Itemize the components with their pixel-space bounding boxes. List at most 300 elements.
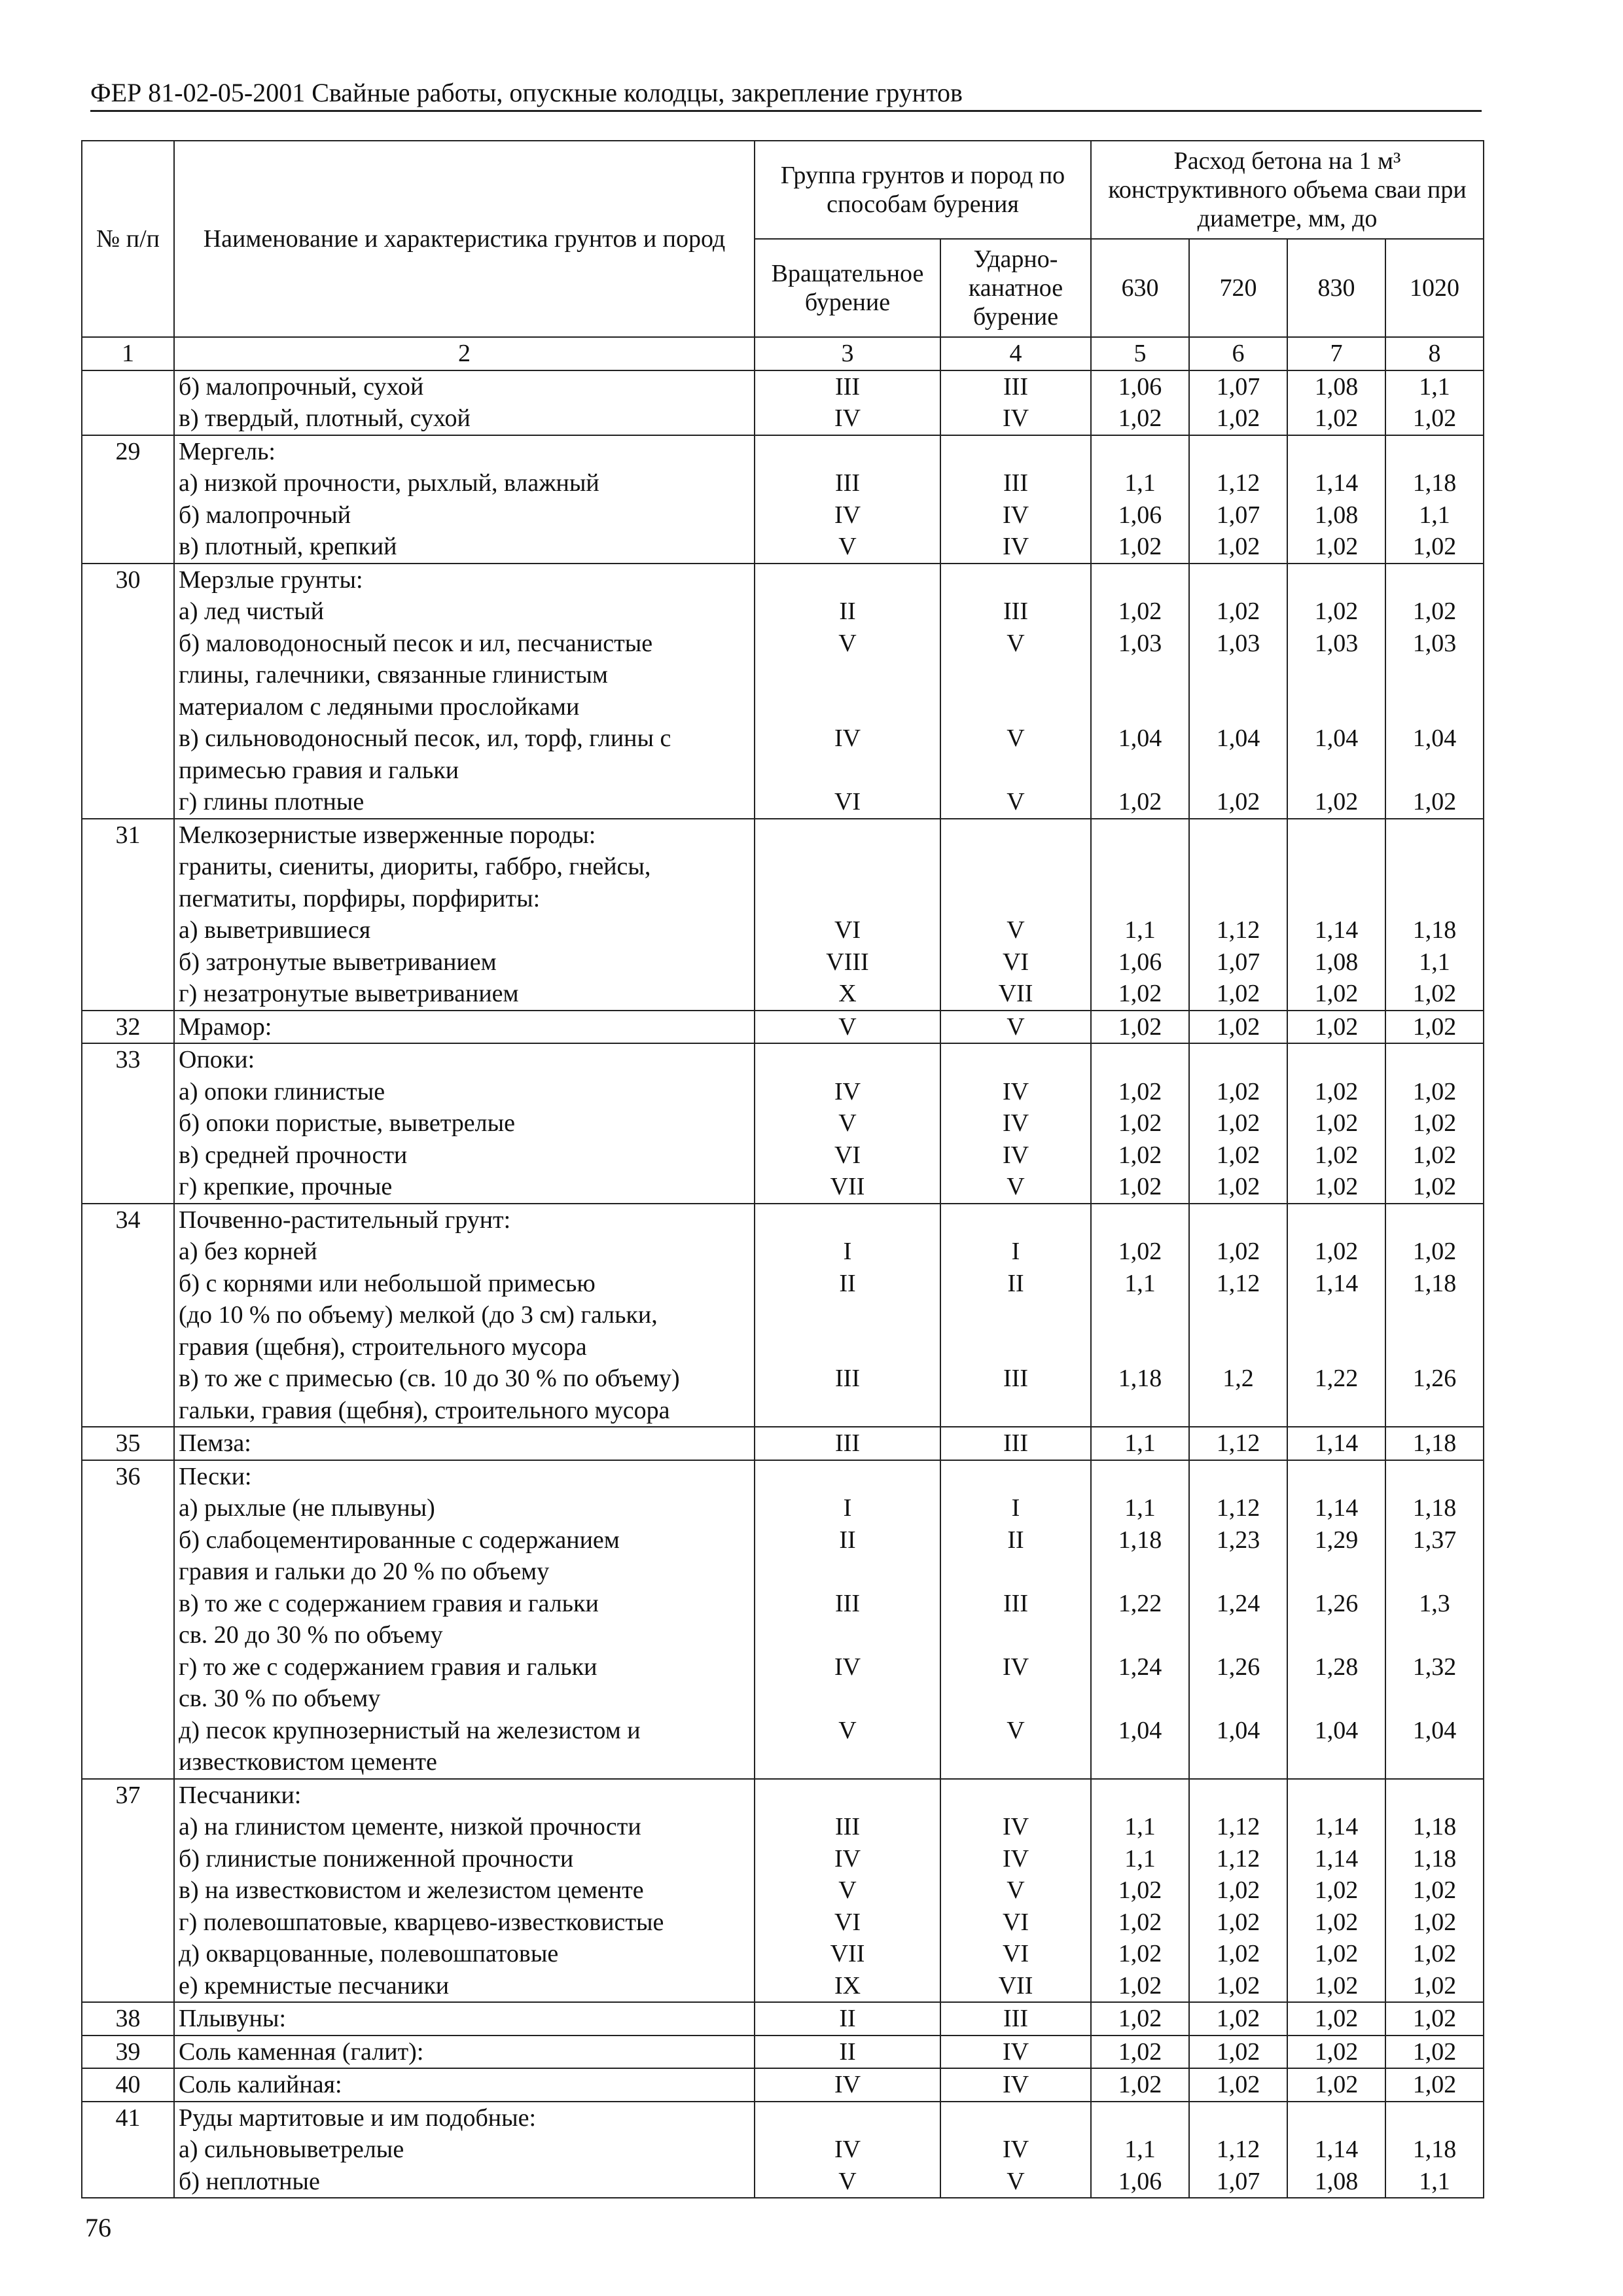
column-number-row <box>82 337 1484 370</box>
consumption-830-value: 1,14 <box>1314 916 1359 944</box>
consumption-1020-cell <box>1385 1427 1484 1460</box>
consumption-830-value <box>1288 755 1385 787</box>
percussion-group-value: V <box>1007 1716 1025 1744</box>
consumption-720-value: 1,03 <box>1216 629 1260 657</box>
column-number: 1 <box>82 337 174 370</box>
soil-name-line: граниты, сиениты, диориты, габбро, гнейсы, <box>179 853 651 880</box>
consumption-630-cell <box>1091 1204 1189 1427</box>
consumption-720-value: 1,02 <box>1216 2005 1260 2032</box>
consumption-720-value <box>1190 1044 1287 1076</box>
header-percussion: Ударно-канатное бурение <box>940 239 1091 337</box>
consumption-830-value: 1,02 <box>1314 2005 1359 2032</box>
consumption-830-value: 1,14 <box>1314 1429 1359 1457</box>
consumption-830-value: 1,14 <box>1314 469 1359 497</box>
column-number: 4 <box>940 337 1091 370</box>
header-rule <box>90 110 1482 112</box>
consumption-630-value: 1,04 <box>1118 725 1162 752</box>
consumption-830-cell <box>1287 370 1385 435</box>
soil-name-line: материалом с ледяными прослойками <box>179 692 580 721</box>
consumption-830-value <box>1288 564 1385 596</box>
consumption-720-value <box>1190 1619 1287 1651</box>
consumption-720-value: 1,02 <box>1216 598 1260 625</box>
soil-name-line: б) с корнями или небольшой примесью <box>179 1269 596 1297</box>
percussion-group-value: III <box>1003 1589 1028 1617</box>
soil-name-line: Опоки: <box>179 1046 255 1073</box>
consumption-830-cell <box>1287 2036 1385 2069</box>
consumption-1020-value: 1,32 <box>1412 1653 1457 1681</box>
rotary-group-value <box>755 1556 940 1588</box>
rotary-group-cell <box>755 435 940 564</box>
soil-name-line: г) крепкие, прочные <box>179 1173 393 1200</box>
consumption-630-value: 1,02 <box>1118 1077 1162 1105</box>
rotary-group-cell <box>755 1204 940 1427</box>
consumption-630-value: 1,02 <box>1118 1908 1162 1936</box>
consumption-830-value: 1,02 <box>1314 788 1359 816</box>
consumption-630-cell <box>1091 370 1189 435</box>
table-row <box>82 2102 1484 2198</box>
percussion-group-value: IV <box>1002 1109 1029 1137</box>
soil-name-cell <box>174 2036 755 2069</box>
rotary-group-value: III <box>835 1429 860 1457</box>
soil-name-line: в) средней прочности <box>179 1141 408 1169</box>
percussion-group-value: III <box>1003 469 1028 497</box>
soil-name-line: а) выветрившиеся <box>179 916 371 944</box>
rotary-group-value: VI <box>834 1908 861 1936</box>
consumption-630-value: 1,02 <box>1118 980 1162 1007</box>
consumption-720-value: 1,02 <box>1216 980 1260 1007</box>
percussion-group-value <box>941 1461 1090 1493</box>
table-row <box>82 1779 1484 2003</box>
header-d1020: 1020 <box>1385 239 1484 337</box>
consumption-630-value <box>1092 2102 1188 2134</box>
consumption-830-value: 1,14 <box>1314 1813 1359 1840</box>
rotary-group-cell <box>755 1460 940 1779</box>
consumption-1020-value <box>1386 1044 1483 1076</box>
consumption-720-value: 1,02 <box>1216 2037 1260 2066</box>
consumption-830-value <box>1288 691 1385 723</box>
consumption-630-value <box>1092 851 1188 883</box>
row-number-text: 30 <box>115 565 141 594</box>
soil-name-line: г) то же с содержанием гравия и гальки <box>179 1653 597 1681</box>
consumption-1020-value: 1,02 <box>1412 533 1457 560</box>
consumption-830-value <box>1288 1044 1385 1076</box>
consumption-1020-cell <box>1385 1460 1484 1779</box>
consumption-630-cell <box>1091 819 1189 1011</box>
rotary-group-value <box>755 1044 940 1076</box>
consumption-720-value: 1,02 <box>1216 788 1260 816</box>
consumption-830-value: 1,02 <box>1314 533 1359 560</box>
consumption-830-cell <box>1287 1043 1385 1204</box>
rotary-group-value <box>755 659 940 691</box>
soil-name-line: в) то же с примесью (св. 10 до 30 % по объему) <box>179 1365 680 1392</box>
soil-name-line: б) опоки пористые, выветрелые <box>179 1109 516 1137</box>
consumption-1020-value <box>1386 1204 1483 1236</box>
consumption-1020-value: 1,18 <box>1412 1494 1457 1522</box>
consumption-720-cell <box>1189 1043 1287 1204</box>
consumption-1020-value <box>1386 755 1483 787</box>
percussion-group-value <box>941 1204 1090 1236</box>
consumption-830-value: 1,08 <box>1314 2167 1359 2195</box>
consumption-830-value <box>1288 1461 1385 1493</box>
consumption-720-cell <box>1189 435 1287 564</box>
consumption-1020-value: 1,02 <box>1412 1173 1457 1200</box>
soil-name-line: б) затронутые выветриванием <box>179 948 497 976</box>
soil-name-line: е) кремнистые песчаники <box>179 1971 450 2000</box>
consumption-630-value: 1,06 <box>1118 948 1162 976</box>
consumption-630-cell <box>1091 2036 1189 2069</box>
consumption-720-cell <box>1189 2068 1287 2102</box>
soil-name-line: Почвенно-растительный грунт: <box>179 1206 511 1234</box>
percussion-group-cell <box>940 1779 1091 2003</box>
rotary-group-value <box>755 1299 940 1331</box>
consumption-830-value <box>1288 436 1385 468</box>
consumption-630-value: 1,02 <box>1118 533 1162 560</box>
consumption-720-value: 1,23 <box>1216 1526 1260 1554</box>
row-number <box>82 1043 174 1204</box>
consumption-720-cell <box>1189 370 1287 435</box>
rotary-group-value: VII <box>830 1940 865 1967</box>
consumption-830-value: 1,02 <box>1314 598 1359 625</box>
consumption-720-value: 1,12 <box>1216 1844 1260 1873</box>
consumption-630-value <box>1092 436 1188 468</box>
soil-name-line: Пески: <box>179 1462 252 1490</box>
consumption-830-cell <box>1287 2068 1385 2102</box>
percussion-group-value <box>941 691 1090 723</box>
consumption-720-cell <box>1189 2002 1287 2036</box>
consumption-720-cell <box>1189 2102 1287 2198</box>
rotary-group-cell <box>755 370 940 435</box>
consumption-830-value <box>1288 851 1385 883</box>
percussion-group-value <box>941 755 1090 787</box>
consumption-630-cell <box>1091 2102 1189 2198</box>
consumption-720-value: 1,02 <box>1216 1908 1260 1936</box>
rotary-group-value <box>755 883 940 915</box>
consumption-830-value: 1,02 <box>1314 1238 1359 1265</box>
consumption-720-value <box>1190 436 1287 468</box>
consumption-630-value <box>1092 1746 1188 1778</box>
consumption-1020-value: 1,02 <box>1412 1971 1457 2000</box>
consumption-630-value: 1,02 <box>1118 2037 1162 2066</box>
percussion-group-value <box>941 1780 1090 1812</box>
consumption-1020-value: 1,18 <box>1412 1269 1457 1297</box>
consumption-630-value: 1,1 <box>1124 1494 1156 1522</box>
consumption-720-cell <box>1189 1460 1287 1779</box>
consumption-1020-cell <box>1385 2102 1484 2198</box>
soil-name-line: б) неплотные <box>179 2167 320 2195</box>
consumption-1020-value: 1,02 <box>1412 1238 1457 1265</box>
consumption-720-value <box>1190 851 1287 883</box>
header-d830: 830 <box>1287 239 1385 337</box>
consumption-630-value <box>1092 564 1188 596</box>
percussion-group-value: I <box>1011 1238 1020 1265</box>
consumption-630-value <box>1092 1331 1188 1363</box>
consumption-1020-value: 1,26 <box>1412 1365 1457 1392</box>
percussion-group-cell <box>940 2102 1091 2198</box>
consumption-1020-value: 1,02 <box>1412 598 1457 625</box>
rotary-group-value: I <box>843 1494 852 1522</box>
consumption-630-value: 1,02 <box>1118 2005 1162 2032</box>
consumption-830-value: 1,14 <box>1314 1269 1359 1297</box>
row-number-text <box>82 371 173 403</box>
table-row <box>82 1011 1484 1044</box>
percussion-group-value: VII <box>998 980 1033 1007</box>
soil-name-line: а) лед чистый <box>179 598 324 625</box>
consumption-720-value: 1,02 <box>1216 1077 1260 1105</box>
percussion-group-value <box>941 851 1090 883</box>
soil-name-cell <box>174 1011 755 1044</box>
consumption-1020-value <box>1386 1780 1483 1812</box>
consumption-630-value: 1,1 <box>1124 1813 1156 1840</box>
consumption-630-value <box>1092 1780 1188 1812</box>
rotary-group-value: IV <box>834 1653 861 1681</box>
rotary-group-value: IV <box>834 725 861 752</box>
row-number <box>82 370 174 435</box>
consumption-720-value: 1,24 <box>1216 1589 1260 1617</box>
consumption-630-value <box>1092 659 1188 691</box>
soil-name-line: в) то же с содержанием гравия и гальки <box>179 1589 599 1617</box>
rotary-group-value: IV <box>834 2071 861 2098</box>
percussion-group-value: III <box>1003 372 1028 401</box>
consumption-720-value <box>1190 1331 1287 1363</box>
percussion-group-cell <box>940 1011 1091 1044</box>
soil-name-line: а) сильновыветрелые <box>179 2136 404 2163</box>
row-number <box>82 1779 174 2003</box>
consumption-630-cell <box>1091 2002 1189 2036</box>
consumption-1020-cell <box>1385 1779 1484 2003</box>
consumption-1020-value: 1,02 <box>1412 1141 1457 1169</box>
consumption-1020-value <box>1386 1556 1483 1588</box>
soil-name-line: в) на известковистом и железистом цементе <box>179 1876 644 1904</box>
consumption-720-value <box>1190 1299 1287 1331</box>
consumption-1020-value: 1,1 <box>1419 501 1450 529</box>
consumption-720-value <box>1190 2102 1287 2134</box>
rotary-group-value <box>755 1683 940 1715</box>
consumption-630-cell <box>1091 435 1189 564</box>
consumption-630-value: 1,18 <box>1118 1365 1162 1392</box>
soil-name-line: Песчаники: <box>179 1781 302 1809</box>
consumption-830-value <box>1288 883 1385 915</box>
consumption-1020-value: 1,02 <box>1412 1940 1457 1967</box>
consumption-720-cell <box>1189 1011 1287 1044</box>
consumption-830-value: 1,02 <box>1314 1940 1359 1967</box>
soil-name-cell <box>174 819 755 1011</box>
row-number <box>82 1460 174 1779</box>
percussion-group-value: III <box>1003 2005 1028 2032</box>
column-number: 2 <box>174 337 755 370</box>
consumption-630-cell <box>1091 1427 1189 1460</box>
table-row <box>82 2002 1484 2036</box>
soil-name-line: (до 10 % по объему) мелкой (до 3 см) гальки, <box>179 1301 658 1329</box>
consumption-720-value: 1,26 <box>1216 1653 1260 1681</box>
consumption-1020-value <box>1386 1746 1483 1778</box>
consumption-830-value <box>1288 1331 1385 1363</box>
header-group: Группа грунтов и пород по способам бурения <box>755 141 1091 239</box>
consumption-720-value: 1,02 <box>1216 1876 1260 1904</box>
column-number: 6 <box>1189 337 1287 370</box>
rotary-group-value: V <box>838 2167 857 2195</box>
consumption-630-value: 1,18 <box>1118 1526 1162 1554</box>
table-row <box>82 819 1484 1011</box>
row-number-text: 40 <box>115 2071 141 2098</box>
consumption-720-value <box>1190 1395 1287 1427</box>
percussion-group-value: III <box>1003 598 1028 625</box>
soil-name-line: Соль каменная (галит): <box>179 2037 424 2066</box>
consumption-830-value: 1,02 <box>1314 1141 1359 1169</box>
table-row <box>82 564 1484 819</box>
rotary-group-value <box>755 851 940 883</box>
consumption-1020-value: 1,02 <box>1412 1013 1457 1041</box>
percussion-group-cell <box>940 819 1091 1011</box>
soil-name-line: д) окварцованные, полевошпатовые <box>179 1940 559 1967</box>
soil-name-line: б) слабоцементированные с содержанием <box>179 1526 620 1554</box>
consumption-830-value: 1,02 <box>1314 2071 1359 2098</box>
soil-name-line: д) песок крупнозернистый на железистом и <box>179 1716 641 1744</box>
rotary-group-cell <box>755 1427 940 1460</box>
soil-name-line: Пемза: <box>179 1429 251 1457</box>
consumption-830-value: 1,02 <box>1314 1971 1359 2000</box>
consumption-630-value: 1,06 <box>1118 501 1162 529</box>
consumption-720-value <box>1190 1556 1287 1588</box>
consumption-630-value: 1,02 <box>1118 1876 1162 1904</box>
percussion-group-value: VII <box>998 1971 1033 2000</box>
consumption-1020-value <box>1386 691 1483 723</box>
consumption-630-value: 1,04 <box>1118 1716 1162 1744</box>
percussion-group-cell <box>940 1204 1091 1427</box>
soil-name-line: св. 30 % по объему <box>179 1685 381 1712</box>
percussion-group-value: IV <box>1002 533 1029 560</box>
consumption-830-value: 1,04 <box>1314 725 1359 752</box>
consumption-830-cell <box>1287 2102 1385 2198</box>
soil-name-line: б) малопрочный <box>179 501 351 529</box>
consumption-630-value: 1,06 <box>1118 372 1162 401</box>
row-number-text: 32 <box>115 1013 141 1041</box>
table-row <box>82 1204 1484 1427</box>
consumption-720-value: 1,02 <box>1216 2071 1260 2098</box>
consumption-720-cell <box>1189 1204 1287 1427</box>
consumption-1020-value: 1,02 <box>1412 1876 1457 1904</box>
consumption-830-value: 1,26 <box>1314 1589 1359 1617</box>
soil-name-line: Плывуны: <box>179 2005 287 2032</box>
rotary-group-cell <box>755 2036 940 2069</box>
row-number <box>82 1204 174 1427</box>
consumption-1020-value <box>1386 1331 1483 1363</box>
row-number-text: 35 <box>115 1429 141 1457</box>
consumption-630-value: 1,1 <box>1124 1269 1156 1297</box>
rotary-group-value <box>755 819 940 852</box>
row-number <box>82 819 174 1011</box>
consumption-630-value: 1,02 <box>1118 2071 1162 2098</box>
percussion-group-value: V <box>1007 725 1025 752</box>
soil-name-line: Мелкозернистые изверженные породы: <box>179 821 596 849</box>
consumption-1020-cell <box>1385 1204 1484 1427</box>
rotary-group-value: III <box>835 469 860 497</box>
rotary-group-cell <box>755 2002 940 2036</box>
rotary-group-value: IV <box>834 1077 861 1105</box>
consumption-720-value: 1,07 <box>1216 948 1260 976</box>
consumption-720-value: 1,12 <box>1216 469 1260 497</box>
rotary-group-cell <box>755 1043 940 1204</box>
rotary-group-value: IV <box>834 2136 861 2163</box>
consumption-1020-value <box>1386 1461 1483 1493</box>
consumption-1020-value <box>1386 883 1483 915</box>
consumption-830-value: 1,02 <box>1314 404 1359 432</box>
consumption-630-value: 1,02 <box>1118 1173 1162 1200</box>
consumption-630-cell <box>1091 1779 1189 2003</box>
percussion-group-value <box>941 1556 1090 1588</box>
percussion-group-value: IV <box>1002 1141 1029 1169</box>
consumption-630-value <box>1092 1461 1188 1493</box>
consumption-720-value: 1,02 <box>1216 1971 1260 2000</box>
percussion-group-value: IV <box>1002 2071 1029 2098</box>
consumption-1020-value: 1,04 <box>1412 725 1457 752</box>
consumption-720-value <box>1190 1204 1287 1236</box>
consumption-830-value: 1,02 <box>1314 1876 1359 1904</box>
consumption-1020-value: 1,1 <box>1419 372 1450 401</box>
consumption-1020-value: 1,18 <box>1412 1813 1457 1840</box>
soil-name-cell <box>174 564 755 819</box>
consumption-630-value: 1,1 <box>1124 916 1156 944</box>
percussion-group-value: IV <box>1002 1653 1029 1681</box>
consumption-630-value <box>1092 1395 1188 1427</box>
rotary-group-value <box>755 1331 940 1363</box>
rotary-group-value <box>755 436 940 468</box>
consumption-630-value: 1,1 <box>1124 1429 1156 1457</box>
consumption-720-value: 1,02 <box>1216 1141 1260 1169</box>
row-number-text: 38 <box>115 2005 141 2032</box>
soil-name-line: гравия и гальки до 20 % по объему <box>179 1558 550 1585</box>
percussion-group-value: IV <box>1002 2037 1029 2066</box>
rotary-group-value: V <box>838 1876 857 1904</box>
consumption-1020-cell <box>1385 1043 1484 1204</box>
rotary-group-value: V <box>838 1013 857 1041</box>
consumption-830-value <box>1288 1395 1385 1427</box>
consumption-720-value <box>1190 1683 1287 1715</box>
consumption-720-value: 1,12 <box>1216 2136 1260 2163</box>
consumption-720-value: 1,12 <box>1216 1494 1260 1522</box>
column-number: 8 <box>1385 337 1484 370</box>
percussion-group-value: IV <box>1002 1077 1029 1105</box>
consumption-830-value: 1,04 <box>1314 1716 1359 1744</box>
rotary-group-value: III <box>835 1365 860 1392</box>
percussion-group-value: II <box>1007 1269 1024 1297</box>
consumption-830-value: 1,02 <box>1314 1173 1359 1200</box>
consumption-630-cell <box>1091 1043 1189 1204</box>
consumption-630-value: 1,02 <box>1118 1141 1162 1169</box>
percussion-group-value: VI <box>1002 1908 1029 1936</box>
percussion-group-value <box>941 1619 1090 1651</box>
consumption-830-value: 1,08 <box>1314 948 1359 976</box>
consumption-720-cell <box>1189 1427 1287 1460</box>
rotary-group-value: V <box>838 629 857 657</box>
consumption-1020-value: 1,18 <box>1412 916 1457 944</box>
header-rotary: Вращательное бурение <box>755 239 940 337</box>
soil-name-line: известковистом цементе <box>179 1748 437 1776</box>
rotary-group-cell <box>755 2068 940 2102</box>
consumption-1020-value: 1,1 <box>1419 2167 1450 2195</box>
percussion-group-cell <box>940 1427 1091 1460</box>
consumption-830-value <box>1288 819 1385 852</box>
consumption-830-cell <box>1287 1460 1385 1779</box>
soil-name-line: в) твердый, плотный, сухой <box>179 404 471 432</box>
table-row <box>82 2068 1484 2102</box>
consumption-720-value: 1,02 <box>1216 1940 1260 1967</box>
percussion-group-value: V <box>1007 1173 1025 1200</box>
consumption-720-value: 1,2 <box>1222 1365 1254 1392</box>
rotary-group-cell <box>755 1779 940 2003</box>
rotary-group-value: IV <box>834 1844 861 1873</box>
row-number-text: 34 <box>115 1206 141 1234</box>
consumption-830-cell <box>1287 1011 1385 1044</box>
